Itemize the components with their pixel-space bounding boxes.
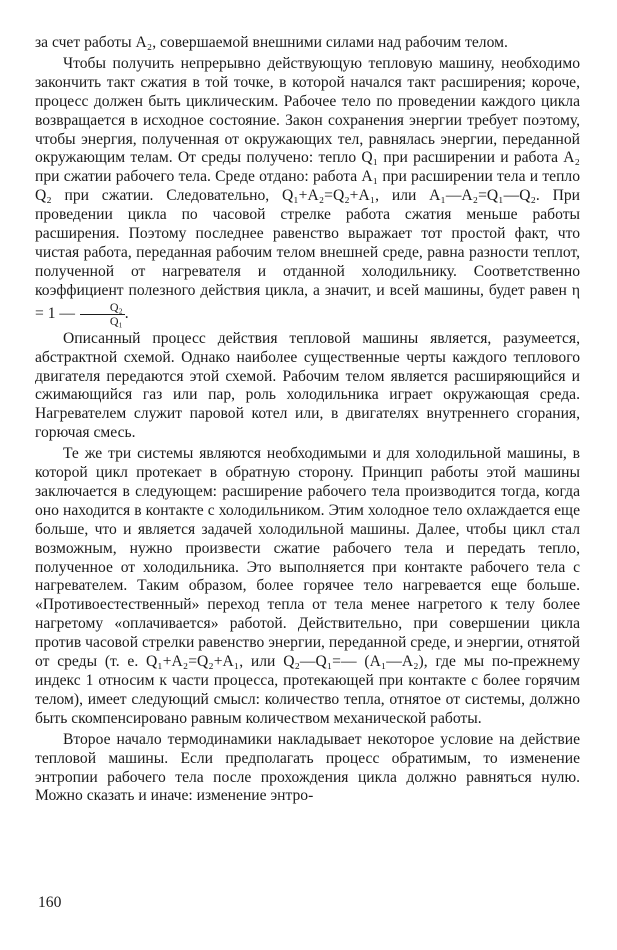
paragraph-3: Описанный процесс действия тепловой машины является, разумеется, абстрактной схемой. Однако наиболее существенные черты каждого теплового двигателя передаются этой схемой. Рабочим телом является расширяющийся и сжимающийся газ или пар, роль холодильника играет окружающая среда. Нагревателем служит паровой котел или, в двигателях внутреннего сгорания, горючая смесь. <box>35 329 580 442</box>
paragraph-1: за счет работы A₂, совершаемой внешними силами над рабочим телом. <box>35 34 508 51</box>
efficiency-fraction <box>80 301 125 328</box>
paragraph-5: Второе начало термодинамики накладывает некоторое условие на действие тепловой машины. Если предполагать процесс обратимым, то изменение энтропии рабочего тела после прохождения цикла должно равняться нулю. Можно сказать и иначе: изменение энтро- <box>35 730 580 805</box>
page-body <box>35 34 580 806</box>
paragraph-2-text: Чтобы получить непрерывно действующую тепловую машину, необходимо закончить такт сжатия в той точке, в которой начался такт расширения; короче, процесс должен быть циклическим. Рабочее тело по проведении каждого цикла возвращается в исходное состояние. Закон сохранения энергии требует поэтому, чтобы энергия, полученная от окружающих тел, равнялась энергии, переданной окружающим телам. От среды получено: тепло Q₁ при расширении и работа A₂ при сжатии рабочего тела. Среде отдано: работа A₁ при расширении тела и тепло Q₂ при сжатии. Следовательно, Q₁+A₂=Q₂+A₁, или A₁—A₂=Q₁—Q₂. При проведении цикла по часовой стрелке работа сжатия меньше работы расширения. Поэтому последнее равенство выражает тот простой факт, что чистая работа, переданная рабочим телом внешней среде, равна разности теплот, полученной от нагревателя и отданной холодильнику. Соответственно коэффициент полезного действия цикла, а значит, и всей машины, будет равен η = 1 — <box>35 54 580 322</box>
fraction-numerator: Q₂ <box>80 301 125 315</box>
paragraph-4: Те же три системы являются необходимыми и для холодильной машины, в которой цикл протекает в обратную сторону. Принцип работы этой машины заключается в следующем: расширение рабочего тела производится тогда, когда оно находится в контакте с холодильником. Этим холодное тело охлаждается еще больше, что и является задачей холодильной машины. Далее, чтобы цикл стал возможным, нужно произвести сжатие рабочего тела и передать тепло, полученное от холодильника. Это выполняется при контакте рабочего тела с нагревателем. Таким образом, более горячее тело нагревается еще больше. «Противоестественный» переход тепла от тела менее нагретого к телу более нагретому «оплачивается» работой. Действительно, при совершении цикла против часовой стрелки равенство энергии, переданной среде, и энергии, отнятой от среды (т. е. Q₁+A₂=Q₂+A₁, или Q₂—Q₁=— (A₁—A₂), где мы по-прежнему индекс 1 относим к части процесса, протекающей при контакте с более горячим телом), имеет следующий смысл: количество тепла, отнятое от системы, должно быть скомпенсировано равным количеством механической работы. <box>35 445 580 727</box>
fraction-denominator: Q₁ <box>109 313 123 328</box>
formula-end: . <box>124 304 129 322</box>
paragraph-2 <box>35 55 580 328</box>
page-number: 160 <box>38 894 62 911</box>
